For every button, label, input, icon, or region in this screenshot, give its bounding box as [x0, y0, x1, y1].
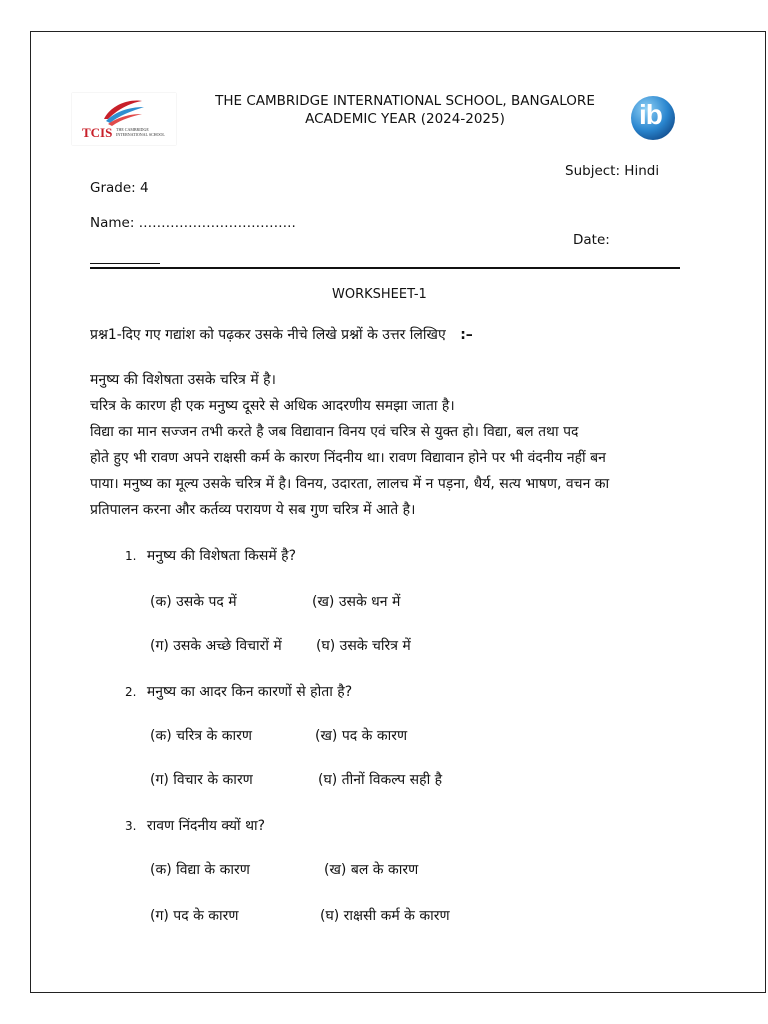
grade-field: Grade: 4 — [90, 180, 149, 196]
instruction-text: प्रश्न1-दिए गए गद्यांश को पढ़कर उसके नीचे लिखे प्रश्नों के उत्तर लिखिए — [90, 327, 446, 343]
option-gha: (घ) उसके चरित्र में — [316, 638, 411, 654]
question-2 — [125, 682, 352, 701]
ib-logo — [630, 95, 676, 141]
option-ka: (क) विद्या के कारण — [150, 862, 250, 878]
option-ka: (क) चरित्र के कारण — [150, 728, 252, 744]
option-ka: (क) उसके पद में — [150, 594, 237, 610]
passage-line: होते हुए भी रावण अपने राक्षसी कर्म के कारण निंदनीय था। रावण विद्यावान होने पर भी वंदनीय नहीं बन — [90, 450, 606, 466]
ib-logo-text: ib — [639, 99, 662, 130]
school-name: THE CAMBRIDGE INTERNATIONAL SCHOOL, BANGALORE — [215, 93, 595, 109]
option-gha: (घ) तीनों विकल्प सही है — [318, 772, 443, 788]
option-ga: (ग) उसके अच्छे विचारों में — [150, 638, 282, 654]
option-ga: (ग) पद के कारण — [150, 908, 239, 924]
header-divider — [90, 267, 680, 269]
option-ga: (ग) विचार के कारण — [150, 772, 253, 788]
instruction-suffix: :– — [460, 327, 473, 343]
option-kha: (ख) बल के कारण — [324, 862, 419, 878]
passage-line: विद्या का मान सज्जन तभी करते है जब विद्यावान विनय एवं चरित्र से युक्त हो। विद्या, बल तथा पद — [90, 424, 579, 440]
passage-line: मनुष्य की विशेषता उसके चरित्र में है। — [90, 372, 276, 388]
date-blank-line — [90, 263, 160, 264]
question-number: 3. — [125, 819, 137, 833]
question-1 — [125, 546, 296, 565]
question-number: 2. — [125, 685, 137, 699]
passage-line: प्रतिपालन करना और कर्तव्य परायण ये सब गुण चरित्र में आते है। — [90, 502, 416, 518]
passage-line: पाया। मनुष्य का मूल्य उसके चरित्र में है। विनय, उदारता, लालच में न पड़ना, धैर्य, सत्य भाषण, वचन का — [90, 476, 610, 492]
question-text: रावण निंदनीय क्यों था? — [146, 818, 266, 834]
school-logo — [72, 93, 176, 145]
option-kha: (ख) पद के कारण — [315, 728, 408, 744]
option-kha: (ख) उसके धन में — [312, 594, 401, 610]
date-field: Date: — [573, 232, 610, 248]
passage-line: चरित्र के कारण ही एक मनुष्य दूसरे से अधिक आदरणीय समझा जाता है। — [90, 398, 455, 414]
subject-field: Subject: Hindi — [565, 163, 660, 179]
question-text: मनुष्य का आदर किन कारणों से होता है? — [146, 684, 353, 700]
question-3 — [125, 816, 265, 835]
logo-text: TCIS — [82, 125, 113, 140]
worksheet-title: WORKSHEET-1 — [332, 287, 427, 302]
academic-year: ACADEMIC YEAR (2024-2025) — [305, 111, 505, 127]
option-gha: (घ) राक्षसी कर्म के कारण — [320, 908, 450, 924]
question-number: 1. — [125, 549, 137, 563]
question-text: मनुष्य की विशेषता किसमें है? — [146, 548, 297, 564]
name-field: Name: …………………………….. — [90, 215, 296, 231]
logo-subtext: THE CAMBRIDGE INTERNATIONAL SCHOOL — [116, 127, 165, 137]
instruction — [90, 325, 473, 344]
